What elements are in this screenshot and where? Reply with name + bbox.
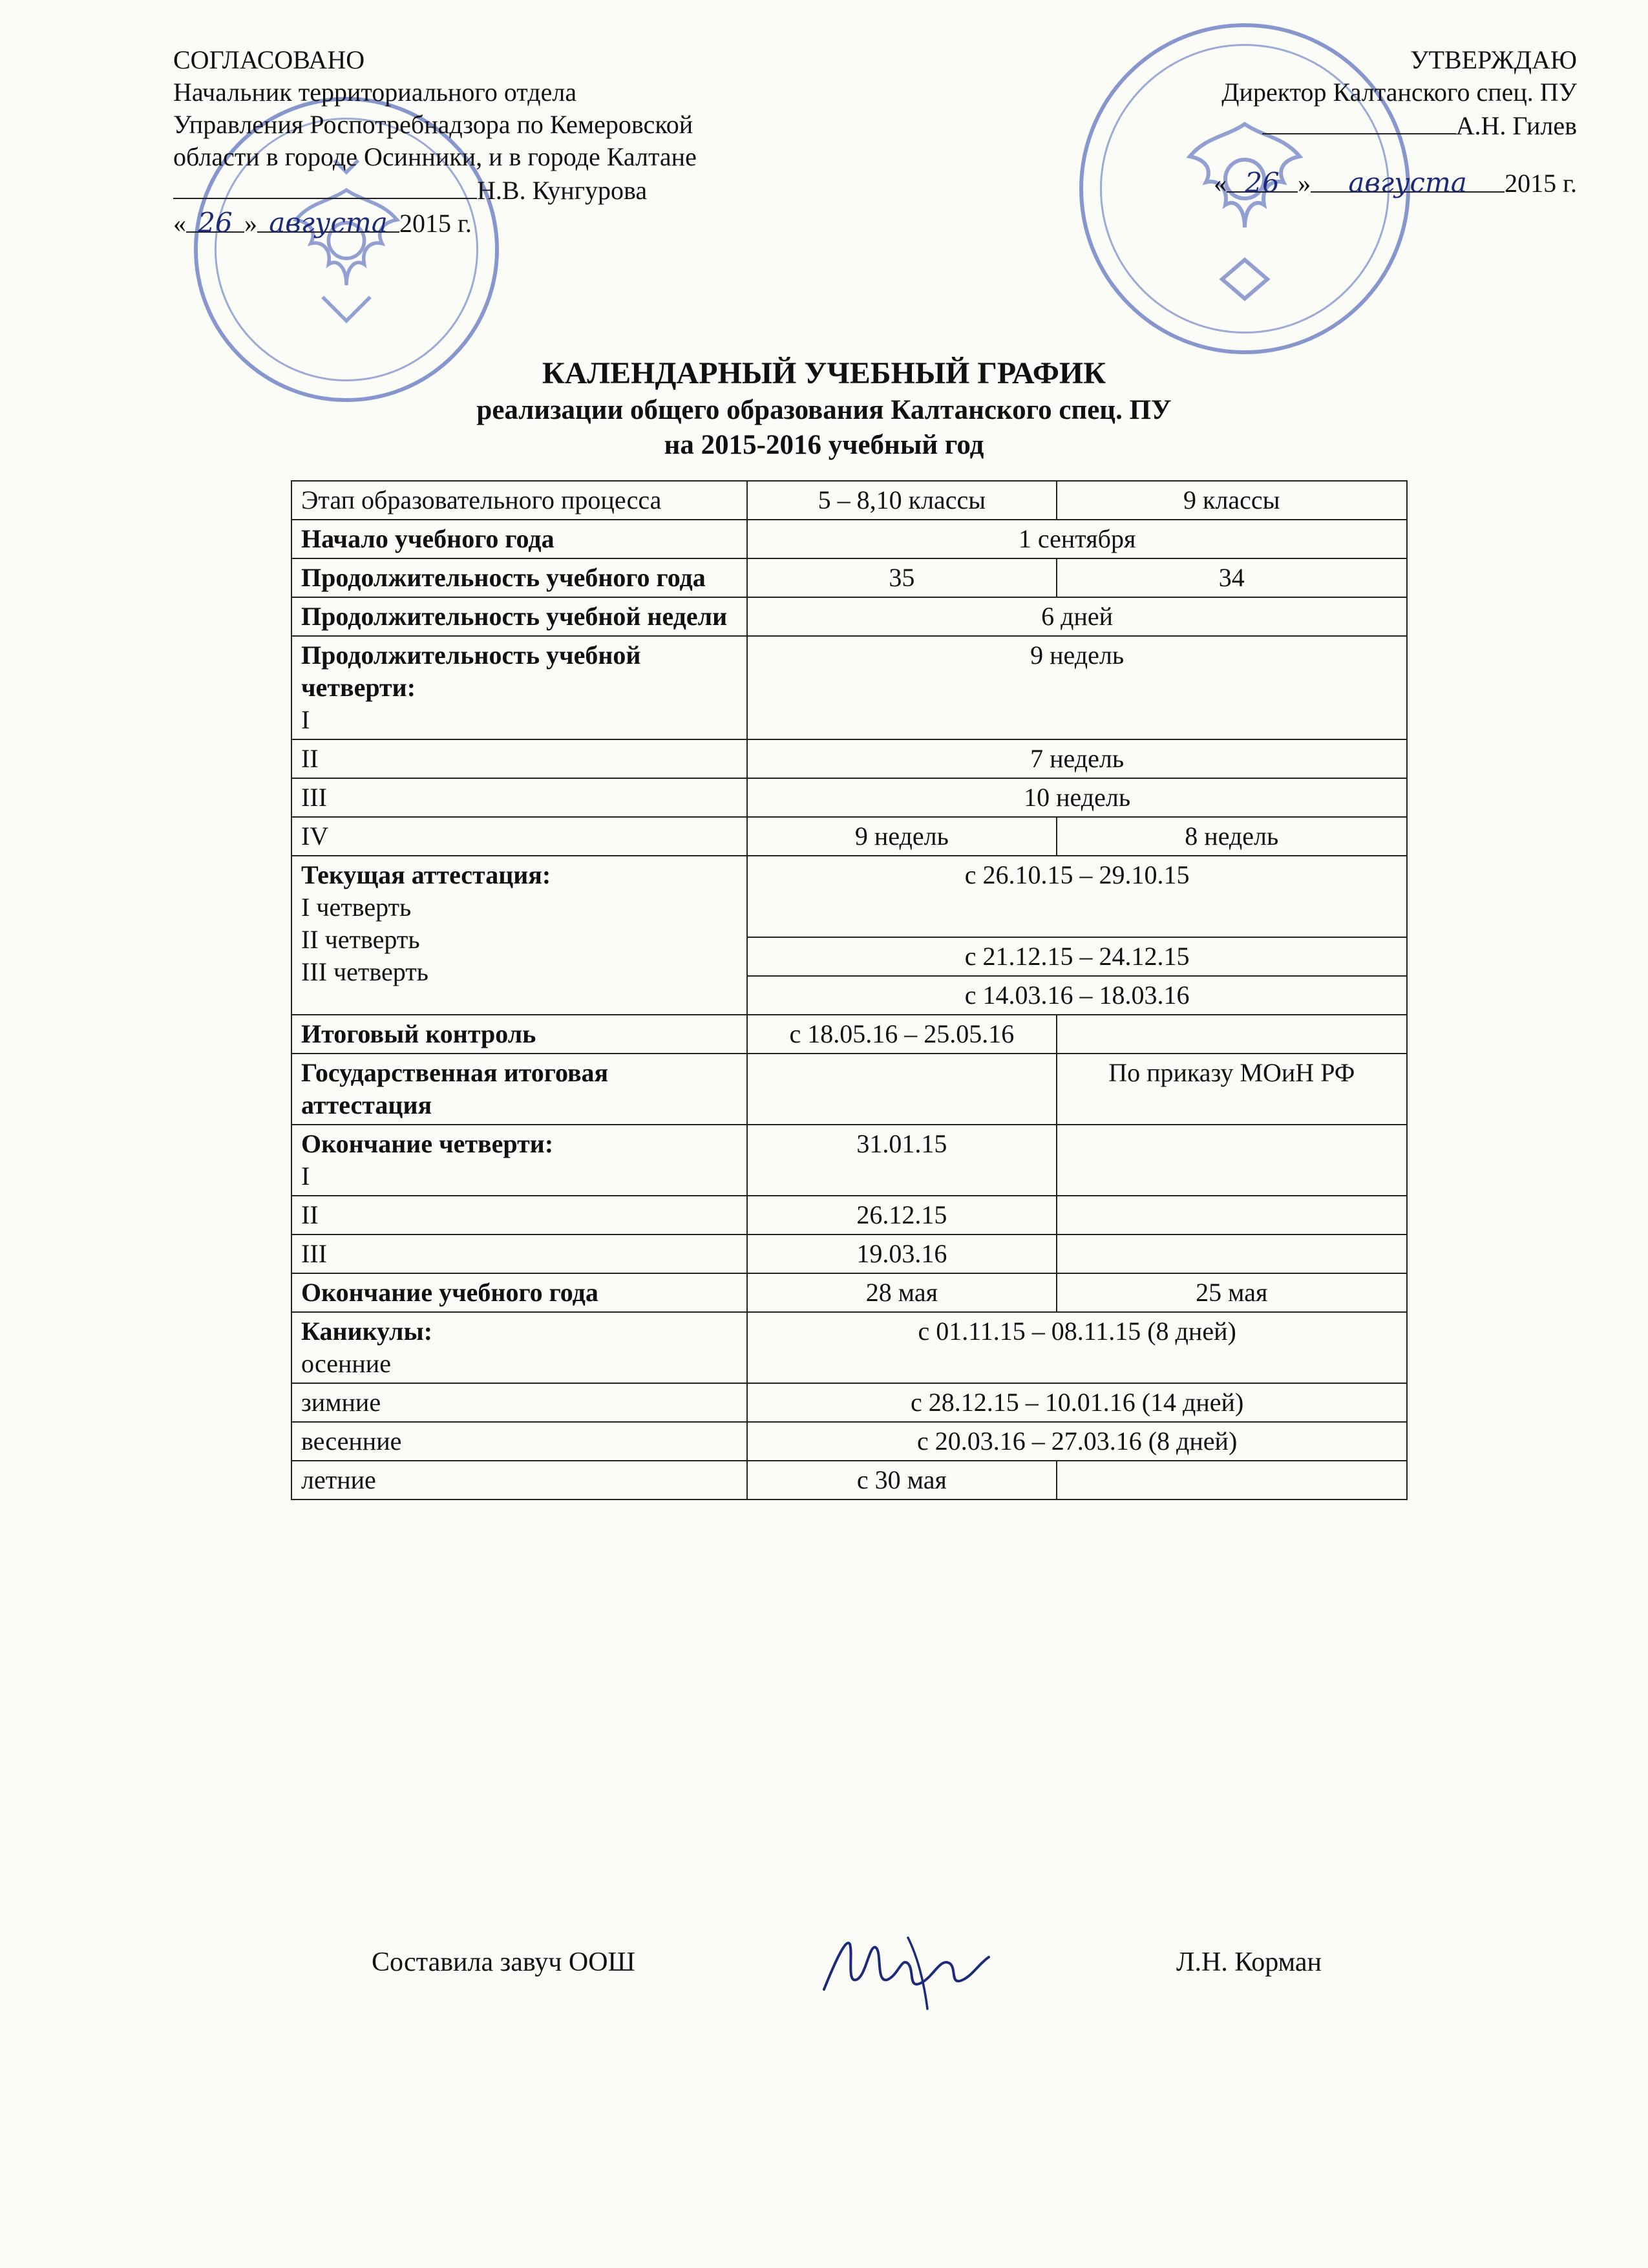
table-cell: 19.03.16 xyxy=(747,1235,1056,1273)
signature-blank xyxy=(1262,109,1456,134)
row-sublabel: I xyxy=(301,705,310,734)
signature-line xyxy=(1086,109,1577,142)
row-sublabel: IV xyxy=(291,817,747,856)
document-title xyxy=(0,354,1648,463)
table-row xyxy=(291,1461,1407,1500)
table-row xyxy=(291,778,1407,817)
approval-heading: УТВЕРЖДАЮ xyxy=(1410,45,1577,74)
table-row xyxy=(291,739,1407,778)
approval-position: Начальник территориального отдела xyxy=(173,78,577,107)
approval-position: Директор Калтанского спец. ПУ xyxy=(1221,78,1577,107)
table-cell xyxy=(1057,1235,1407,1273)
date-open-quote: « xyxy=(173,209,186,238)
column-header: 9 классы xyxy=(1057,481,1407,520)
row-label: Окончание четверти: xyxy=(301,1129,554,1158)
table-cell: 6 дней xyxy=(747,597,1407,636)
title-subtitle: на 2015-2016 учебный год xyxy=(664,430,984,460)
row-label: Начало учебного года xyxy=(291,520,747,558)
table-cell: 25 мая xyxy=(1057,1273,1407,1312)
table-row xyxy=(291,817,1407,856)
table-row xyxy=(291,1015,1407,1054)
row-label-group xyxy=(291,1312,747,1383)
row-label: Государственная итоговая аттестация xyxy=(291,1054,747,1125)
table-row xyxy=(291,1125,1407,1196)
table-cell xyxy=(747,1054,1056,1125)
row-sublabel: весенние xyxy=(291,1422,747,1461)
row-label-group xyxy=(291,856,747,1015)
table-row xyxy=(291,481,1407,520)
table-cell: с 28.12.15 – 10.01.16 (14 дней) xyxy=(747,1383,1407,1422)
table-cell: Этап образовательного процесса xyxy=(291,481,747,520)
table-cell xyxy=(1057,1125,1407,1196)
date-day: 26 xyxy=(186,207,244,233)
table-cell: с 18.05.16 – 25.05.16 xyxy=(747,1015,1056,1054)
table-cell: 9 недель xyxy=(747,636,1407,739)
table-row xyxy=(291,597,1407,636)
signature-blank xyxy=(173,173,477,199)
title-main: КАЛЕНДАРНЫЙ УЧЕБНЫЙ ГРАФИК xyxy=(542,356,1106,390)
table-row xyxy=(291,1383,1407,1422)
table-cell: с 14.03.16 – 18.03.16 xyxy=(747,976,1407,1015)
table-row xyxy=(291,520,1407,558)
row-sublabel: II xyxy=(291,739,747,778)
table-cell: 9 недель xyxy=(747,817,1056,856)
signature-line xyxy=(173,173,858,207)
date-close-quote: » xyxy=(1298,169,1311,198)
table-cell: 28 мая xyxy=(747,1273,1056,1312)
row-label: Каникулы: xyxy=(301,1317,433,1346)
table-row xyxy=(291,1312,1407,1383)
approval-position: Управления Роспотребнадзора по Кемеровской xyxy=(173,110,693,139)
table-cell: 1 сентября xyxy=(747,520,1407,558)
table-row xyxy=(291,856,1407,937)
approval-date xyxy=(1086,167,1577,200)
table-cell: По приказу МОиН РФ xyxy=(1057,1054,1407,1125)
table-cell: с 01.11.15 – 08.11.15 (8 дней) xyxy=(747,1312,1407,1383)
date-year: 2015 г. xyxy=(1505,169,1577,198)
approval-position: области в городе Осинники, и в городе Калтане xyxy=(173,142,697,171)
table-row xyxy=(291,1196,1407,1235)
row-label-group xyxy=(291,636,747,739)
table-cell: 26.12.15 xyxy=(747,1196,1056,1235)
date-year: 2015 г. xyxy=(399,209,472,238)
approval-heading: СОГЛАСОВАНО xyxy=(173,45,365,74)
date-close-quote: » xyxy=(244,209,257,238)
table-cell: 35 xyxy=(747,558,1056,597)
table-cell: 7 недель xyxy=(747,739,1407,778)
row-label-group xyxy=(291,1125,747,1196)
table-row xyxy=(291,1422,1407,1461)
table-cell: 34 xyxy=(1057,558,1407,597)
approval-signer: А.Н. Гилев xyxy=(1455,111,1577,140)
row-sublabel: осенние xyxy=(301,1349,391,1378)
row-sublabel: I четверть xyxy=(301,893,412,922)
row-label: Текущая аттестация: xyxy=(301,860,551,889)
table-row xyxy=(291,558,1407,597)
handwritten-signature-icon xyxy=(811,1918,1005,2015)
row-label: Продолжительность учебной четверти: xyxy=(301,641,641,702)
column-header: 5 – 8,10 классы xyxy=(747,481,1056,520)
date-month: августа xyxy=(1311,167,1505,193)
approval-signer: Н.В. Кунгурова xyxy=(477,176,648,205)
approval-date xyxy=(173,207,858,240)
date-open-quote: « xyxy=(1214,169,1227,198)
title-subtitle: реализации общего образования Калтанского спец. ПУ xyxy=(476,395,1172,425)
date-day: 26 xyxy=(1227,167,1298,193)
row-label: Окончание учебного года xyxy=(291,1273,747,1312)
table-cell: с 21.12.15 – 24.12.15 xyxy=(747,937,1407,976)
table-cell: с 20.03.16 – 27.03.16 (8 дней) xyxy=(747,1422,1407,1461)
approval-block-right xyxy=(1086,44,1577,200)
table-cell: 10 недель xyxy=(747,778,1407,817)
schedule-table xyxy=(291,480,1408,1500)
table-row xyxy=(291,1273,1407,1312)
row-sublabel: I xyxy=(301,1161,310,1191)
table-cell: с 26.10.15 – 29.10.15 xyxy=(747,856,1407,937)
table-cell xyxy=(1057,1015,1407,1054)
row-sublabel: III xyxy=(291,1235,747,1273)
table-cell: 8 недель xyxy=(1057,817,1407,856)
approval-block-left xyxy=(173,44,858,240)
footer-composer: Составила завуч ООШ xyxy=(372,1947,635,1977)
row-sublabel: II xyxy=(291,1196,747,1235)
footer-name: Л.Н. Корман xyxy=(1176,1947,1322,1977)
row-sublabel: II четверть xyxy=(301,925,420,954)
table-row xyxy=(291,1054,1407,1125)
table-cell xyxy=(1057,1196,1407,1235)
table-cell: с 30 мая xyxy=(747,1461,1056,1500)
table-cell xyxy=(1057,1461,1407,1500)
row-sublabel: зимние xyxy=(291,1383,747,1422)
date-month: августа xyxy=(257,207,399,233)
table-row xyxy=(291,1235,1407,1273)
row-label: Итоговый контроль xyxy=(291,1015,747,1054)
row-sublabel: III xyxy=(291,778,747,817)
row-sublabel: III четверть xyxy=(301,957,428,986)
table-row xyxy=(291,636,1407,739)
row-label: Продолжительность учебного года xyxy=(291,558,747,597)
row-sublabel: летние xyxy=(291,1461,747,1500)
table-cell: 31.01.15 xyxy=(747,1125,1056,1196)
row-label: Продолжительность учебной недели xyxy=(291,597,747,636)
